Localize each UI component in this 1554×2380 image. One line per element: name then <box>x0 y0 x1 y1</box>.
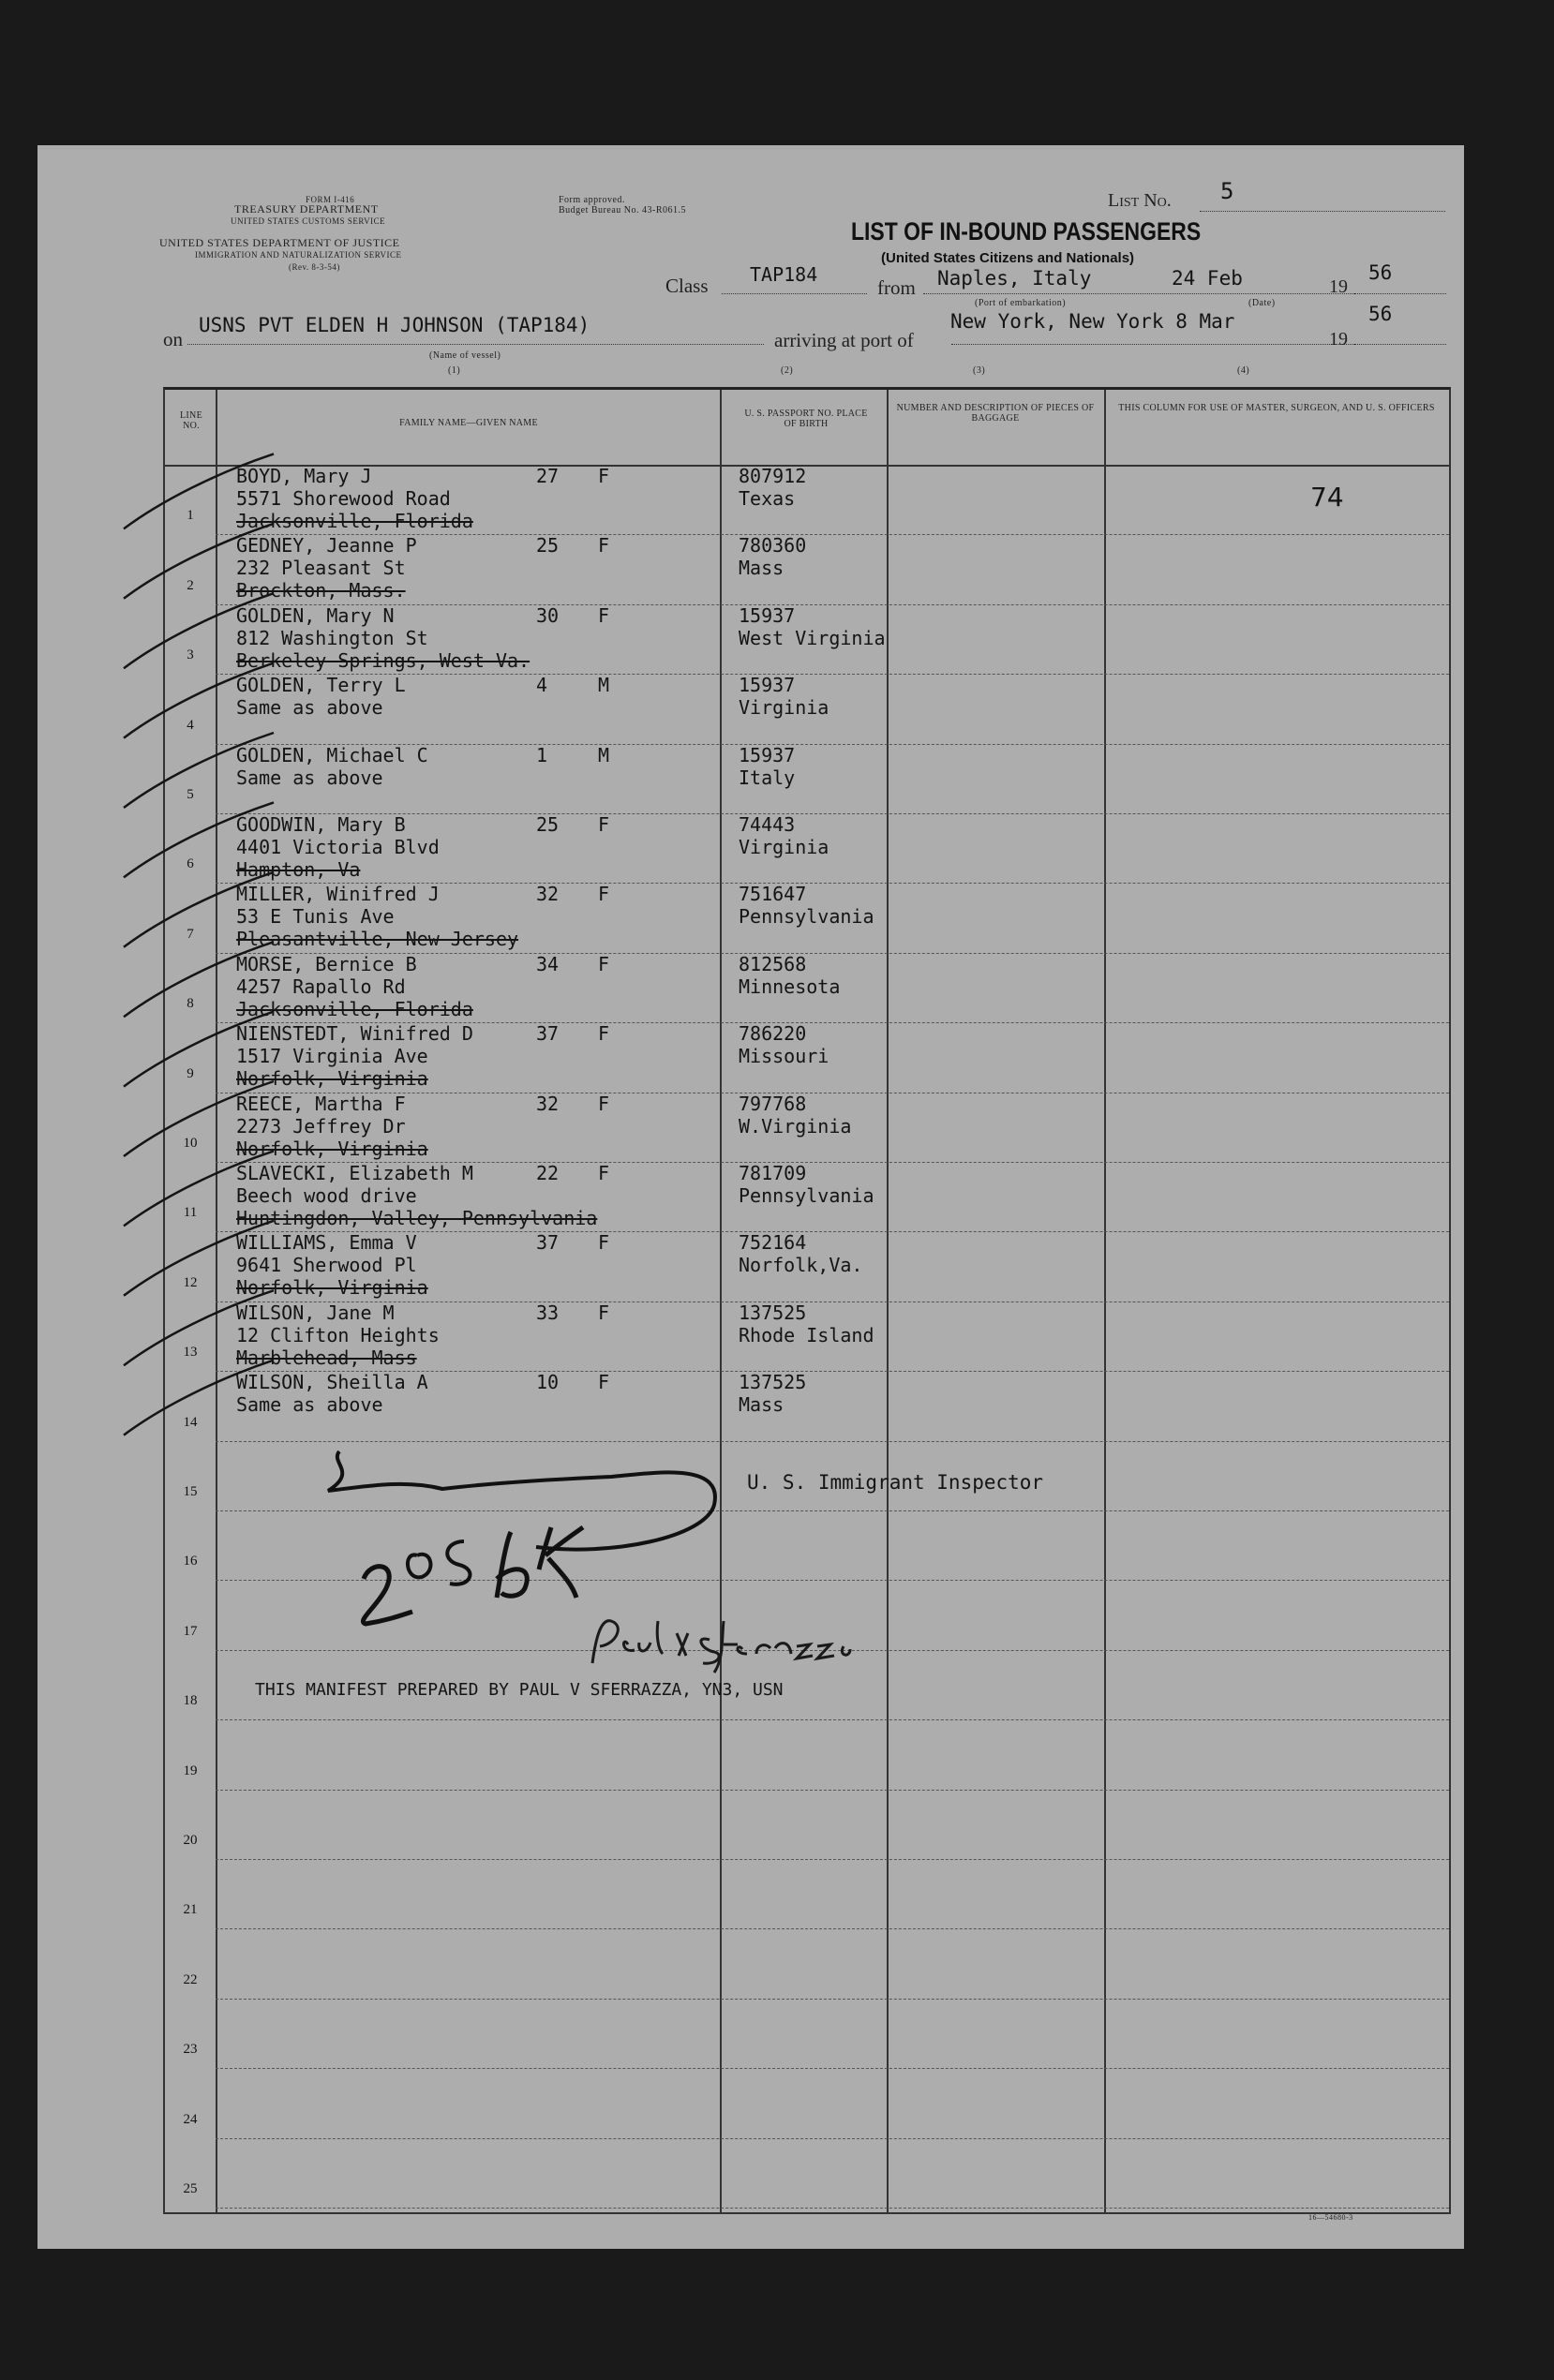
line-number: 2 <box>187 577 194 593</box>
passport-number: 15937 <box>739 743 796 766</box>
line-number: 21 <box>183 1902 198 1918</box>
table-row <box>165 744 1449 813</box>
place-of-birth: Missouri <box>739 1045 829 1068</box>
footer-code: 16—54680-3 <box>1308 2213 1353 2222</box>
passport-number: 781709 <box>739 1162 807 1184</box>
passenger-address-line1: 812 Washington St <box>236 626 428 649</box>
passenger-age: 25 <box>536 534 560 558</box>
passenger-age: 25 <box>536 813 560 836</box>
table-row <box>165 813 1449 883</box>
checkoff-marks <box>114 390 302 1514</box>
passenger-address-line1: Same as above <box>236 766 383 789</box>
passenger-name: WILSON, Sheilla A <box>236 1371 428 1394</box>
passenger-name: MILLER, Winifred J <box>236 883 440 906</box>
line-number: 11 <box>183 1205 198 1221</box>
passenger-address-line1: Same as above <box>236 1393 383 1417</box>
table-row <box>165 883 1449 952</box>
table-row <box>165 1093 1449 1162</box>
passenger-sex: F <box>598 1022 610 1046</box>
passenger-address-line2: Pleasantville, New Jersey <box>236 928 519 951</box>
passenger-address-line1: 53 E Tunis Ave <box>236 905 395 929</box>
table-row <box>165 465 1449 534</box>
empty-table-row <box>165 1790 1449 1859</box>
passport-number: 15937 <box>739 674 796 697</box>
table-row <box>165 953 1449 1022</box>
col-header-line-no: LINE NO. <box>180 410 202 431</box>
line-number: 19 <box>183 1763 198 1778</box>
passenger-age: 32 <box>536 883 560 906</box>
year-value: 56 <box>1368 261 1393 284</box>
passenger-name: GOLDEN, Michael C <box>236 743 428 766</box>
passport-number: 137525 <box>739 1301 807 1324</box>
page-title: LIST OF IN-BOUND PASSENGERS <box>851 217 1202 245</box>
port-embarkation-caption: (Port of embarkation) <box>975 298 1067 308</box>
passenger-age: 4 <box>536 674 548 697</box>
passenger-sex: F <box>598 465 610 487</box>
list-no-label: List No. <box>1108 190 1172 211</box>
passenger-name: WILLIAMS, Emma V <box>236 1231 417 1255</box>
table-row <box>165 1302 1449 1371</box>
place-of-birth: Virginia <box>739 836 829 858</box>
class-value: TAP184 <box>750 263 818 286</box>
line-number: 13 <box>183 1345 198 1361</box>
passenger-address-line2: Berkeley Springs, West Va. <box>236 648 530 672</box>
passenger-age: 37 <box>536 1231 560 1255</box>
passport-number: 807912 <box>739 465 807 487</box>
table-row <box>165 1231 1449 1301</box>
col-header-officers: THIS COLUMN FOR USE OF MASTER, SURGEON, AND U. S. OFFICERS <box>1118 403 1435 413</box>
passport-number: 752164 <box>739 1231 807 1255</box>
passenger-name: MORSE, Bernice B <box>236 952 417 975</box>
line-number: 24 <box>183 2111 198 2127</box>
line-number: 16 <box>183 1554 198 1569</box>
passport-number: 797768 <box>739 1092 807 1115</box>
list-no-value: 5 <box>1220 178 1234 204</box>
passport-number: 74443 <box>739 813 796 836</box>
passenger-sex: M <box>598 674 610 697</box>
line-number: 3 <box>187 647 194 663</box>
line-number: 7 <box>187 926 194 942</box>
inspector-label: U. S. Immigrant Inspector <box>747 1471 1044 1494</box>
passenger-name: GOLDEN, Mary N <box>236 603 395 627</box>
checkoff-stroke <box>124 1151 274 1226</box>
passport-number: 751647 <box>739 883 807 906</box>
passenger-address-line1: 12 Clifton Heights <box>236 1323 440 1346</box>
place-of-birth: Mass <box>739 557 784 580</box>
passport-number: 786220 <box>739 1022 807 1046</box>
passport-number: 15937 <box>739 603 796 627</box>
from-port: Naples, Italy <box>937 267 1092 290</box>
passenger-address-line2: Norfolk, Virginia <box>236 1067 428 1091</box>
passenger-sex: M <box>598 743 610 766</box>
passenger-age: 32 <box>536 1092 560 1115</box>
line-number: 5 <box>187 786 194 802</box>
passenger-name: WILSON, Jane M <box>236 1301 395 1324</box>
passenger-sex: F <box>598 813 610 836</box>
passenger-name: BOYD, Mary J <box>236 465 372 487</box>
prepared-by: THIS MANIFEST PREPARED BY PAUL V SFERRAZZA, YN3, USN <box>255 1680 784 1700</box>
col-index-2: (2) <box>781 365 794 376</box>
passenger-address-line2: Marblehead, Mass <box>236 1346 417 1369</box>
passenger-address-line1: 4401 Victoria Blvd <box>236 836 440 858</box>
passenger-address-line1: 1517 Virginia Ave <box>236 1045 428 1068</box>
vessel-caption: (Name of vessel) <box>429 350 501 361</box>
col-header-name: FAMILY NAME—GIVEN NAME <box>399 418 538 428</box>
passenger-age: 33 <box>536 1301 560 1324</box>
checkoff-stroke <box>124 1361 274 1435</box>
customs-service: UNITED STATES CUSTOMS SERVICE <box>231 216 386 226</box>
passenger-age: 27 <box>536 465 560 487</box>
passenger-name: GOLDEN, Terry L <box>236 674 406 697</box>
year-prefix: 19 <box>1329 276 1348 297</box>
passenger-sex: F <box>598 1371 610 1394</box>
passenger-name: NIENSTEDT, Winifred D <box>236 1022 473 1046</box>
place-of-birth: Italy <box>739 766 796 789</box>
passenger-address-line1: Same as above <box>236 696 383 720</box>
table-row <box>165 604 1449 674</box>
passenger-age: 34 <box>536 952 560 975</box>
empty-table-row <box>165 1719 1449 1789</box>
passenger-name: GEDNEY, Jeanne P <box>236 534 417 558</box>
from-date: 24 Feb <box>1172 267 1243 290</box>
time-note <box>347 1513 590 1644</box>
line-number: 4 <box>187 717 194 733</box>
vessel-name: USNS PVT ELDEN H JOHNSON (TAP184) <box>199 314 590 336</box>
line-number: 12 <box>183 1274 198 1290</box>
checkoff-stroke <box>124 1221 274 1296</box>
form-number: FORM I-416 <box>306 195 355 204</box>
passenger-name: REECE, Martha F <box>236 1092 406 1115</box>
place-of-birth: Texas <box>739 487 796 510</box>
place-of-birth: Rhode Island <box>739 1323 874 1346</box>
line-number: 22 <box>183 1971 198 1987</box>
page-subtitle: (United States Citizens and Nationals) <box>881 250 1135 266</box>
passenger-address-line1: 4257 Rapallo Rd <box>236 974 406 998</box>
place-of-birth: Norfolk,Va. <box>739 1254 863 1277</box>
table-row <box>165 674 1449 743</box>
passenger-age: 10 <box>536 1371 560 1394</box>
line-number: 17 <box>183 1623 198 1639</box>
passenger-address-line1: Beech wood drive <box>236 1184 417 1207</box>
passenger-age: 1 <box>536 743 548 766</box>
checkoff-stroke <box>124 1081 274 1156</box>
checkoff-stroke <box>124 942 274 1017</box>
ins-service: IMMIGRATION AND NATURALIZATION SERVICE <box>195 250 402 260</box>
passenger-address-line2: Hampton, Va <box>236 858 361 881</box>
passenger-address-line2: Jacksonville, Florida <box>236 997 473 1020</box>
line-number: 14 <box>183 1414 198 1430</box>
checkoff-stroke <box>124 593 274 668</box>
table-row <box>165 534 1449 603</box>
officer-note: 74 <box>1310 482 1344 513</box>
col-index-4: (4) <box>1237 365 1250 376</box>
col-header-passport: U. S. PASSPORT NO. PLACE OF BIRTH <box>744 409 868 429</box>
class-label: Class <box>665 275 709 297</box>
line-number: 18 <box>183 1693 198 1709</box>
checkoff-stroke <box>124 733 274 808</box>
line-number: 20 <box>183 1832 198 1848</box>
checkoff-stroke <box>124 524 274 599</box>
line-number: 8 <box>187 996 194 1012</box>
passenger-address-line2: Brockton, Mass. <box>236 579 406 602</box>
line-number: 15 <box>183 1483 198 1499</box>
year2-value: 56 <box>1368 303 1393 325</box>
passenger-address-line2: Norfolk, Virginia <box>236 1137 428 1160</box>
checkoff-stroke <box>124 1012 274 1087</box>
passenger-sex: F <box>598 952 610 975</box>
col-index-1: (1) <box>448 365 461 376</box>
table-row <box>165 1022 1449 1092</box>
checkoff-stroke <box>124 663 274 738</box>
checkoff-stroke <box>124 454 274 528</box>
empty-table-row <box>165 1928 1449 1998</box>
place-of-birth: West Virginia <box>739 626 886 649</box>
passenger-sex: F <box>598 534 610 558</box>
place-of-birth: Pennsylvania <box>739 1184 874 1207</box>
passenger-sex: F <box>598 1162 610 1184</box>
passenger-address-line2: Norfolk, Virginia <box>236 1276 428 1300</box>
preparer-signature <box>583 1607 920 1682</box>
passport-number: 812568 <box>739 952 807 975</box>
place-of-birth: Mass <box>739 1393 784 1417</box>
col-header-baggage: NUMBER AND DESCRIPTION OF PIECES OF BAGGAGE <box>896 403 1095 424</box>
line-number: 23 <box>183 2042 198 2058</box>
passenger-address-line1: 2273 Jeffrey Dr <box>236 1114 406 1138</box>
table-row <box>165 1162 1449 1231</box>
line-number: 6 <box>187 856 194 872</box>
checkoff-stroke <box>124 1290 274 1365</box>
date-caption: (Date) <box>1248 298 1276 308</box>
place-of-birth: Minnesota <box>739 974 841 998</box>
passenger-address-line1: 5571 Shorewood Road <box>236 487 451 510</box>
passenger-table <box>163 387 1451 2214</box>
passenger-address-line2: Jacksonville, Florida <box>236 510 473 532</box>
passenger-sex: F <box>598 1231 610 1255</box>
passenger-age: 30 <box>536 603 560 627</box>
revision: (Rev. 8-3-54) <box>289 262 340 272</box>
line-number: 10 <box>183 1135 198 1151</box>
arriving-label: arriving at port of <box>774 329 914 351</box>
passenger-sex: F <box>598 883 610 906</box>
passport-number: 780360 <box>739 534 807 558</box>
treasury-dept: TREASURY DEPARTMENT <box>234 202 379 216</box>
on-label: on <box>163 328 183 350</box>
passenger-name: SLAVECKI, Elizabeth M <box>236 1162 473 1184</box>
passenger-name: GOODWIN, Mary B <box>236 813 406 836</box>
passport-number: 137525 <box>739 1371 807 1394</box>
line-number: 25 <box>183 2180 198 2196</box>
form-approved: Form approved. <box>559 195 625 205</box>
place-of-birth: Pennsylvania <box>739 905 874 929</box>
checkoff-stroke <box>124 872 274 947</box>
from-label: from <box>877 276 916 299</box>
passenger-address-line1: 232 Pleasant St <box>236 557 406 580</box>
empty-table-row <box>165 1859 1449 1928</box>
col-index-3: (3) <box>973 365 986 376</box>
budget-bureau: Budget Bureau No. 43-R061.5 <box>559 205 686 216</box>
line-number: 1 <box>187 508 194 524</box>
manifest-page <box>37 145 1464 2249</box>
checkoff-stroke <box>124 802 274 877</box>
passenger-sex: F <box>598 1092 610 1115</box>
empty-table-row <box>165 1999 1449 2068</box>
passenger-sex: F <box>598 603 610 627</box>
passenger-address-line2: Huntingdon, Valley, Pennsylvania <box>236 1207 598 1229</box>
line-number: 9 <box>187 1065 194 1081</box>
passenger-age: 22 <box>536 1162 560 1184</box>
passenger-address-line1: 9641 Sherwood Pl <box>236 1254 417 1277</box>
table-row <box>165 1371 1449 1440</box>
arrival-port: New York, New York 8 Mar <box>950 310 1235 333</box>
empty-table-row <box>165 2138 1449 2208</box>
year2-prefix: 19 <box>1329 329 1348 350</box>
passenger-age: 37 <box>536 1022 560 1046</box>
passenger-sex: F <box>598 1301 610 1324</box>
empty-table-row <box>165 2068 1449 2137</box>
justice-dept: UNITED STATES DEPARTMENT OF JUSTICE <box>159 236 400 249</box>
place-of-birth: Virginia <box>739 696 829 720</box>
place-of-birth: W.Virginia <box>739 1114 852 1138</box>
